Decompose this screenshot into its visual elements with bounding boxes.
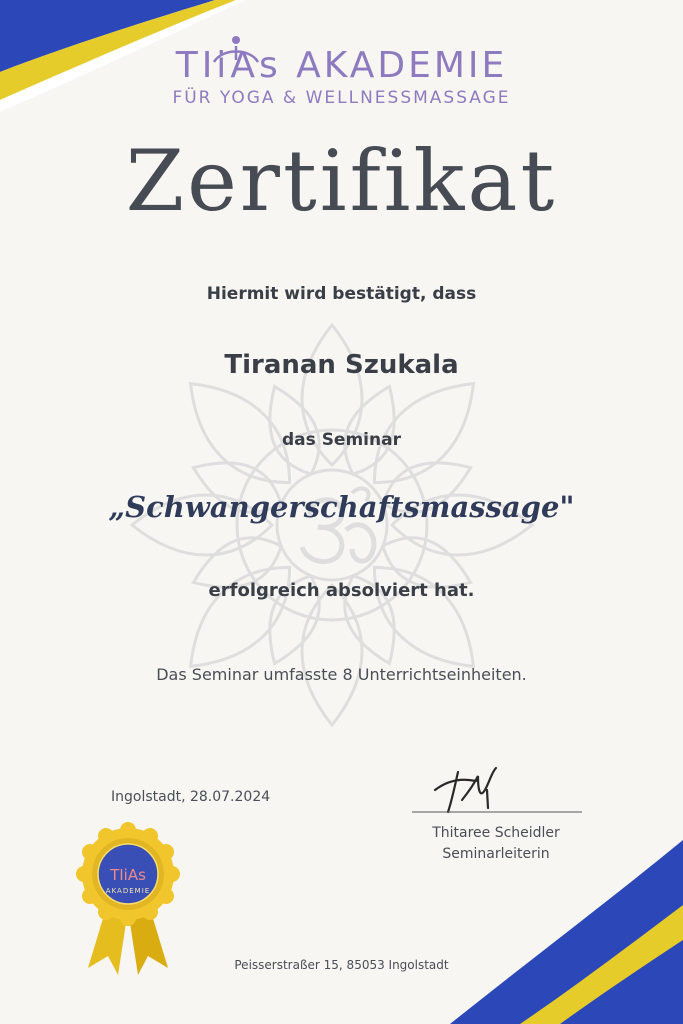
logo-main [0,46,683,86]
address: Peisserstraßer 15, 85053 Ingolstadt [234,958,449,972]
certificate-title: Zertifikat [125,132,558,230]
academy-logo [0,46,683,108]
signatory-role: Seminarleiterin [442,846,550,862]
signature [435,768,496,812]
seal-rosette [76,822,180,975]
place-date: Ingolstadt, 28.07.2024 [111,789,271,805]
bottom-right-wave [450,840,683,1024]
seal-brand: TIiAs [110,866,146,884]
completion-text: erfolgreich absolviert hat. [208,580,475,601]
participant-name: Tiranan Szukala [224,350,459,380]
signatory-name: Thitaree Scheidler [432,825,560,841]
logo-name: AKADEMIE [296,45,508,86]
seminar-intro: das Seminar [282,430,401,450]
units-text: Das Seminar umfasste 8 Unterrichtseinheiten. [156,665,527,684]
logo-subtitle: FÜR YOGA & WELLNESSMASSAGE [172,88,511,108]
logo-brand: TIiAs [175,45,282,86]
seminar-name: „Schwangerschaftsmassage" [108,490,575,524]
seal-label: AKADEMIE [105,887,151,895]
confirmation-text: Hiermit wird bestätigt, dass [206,284,477,304]
